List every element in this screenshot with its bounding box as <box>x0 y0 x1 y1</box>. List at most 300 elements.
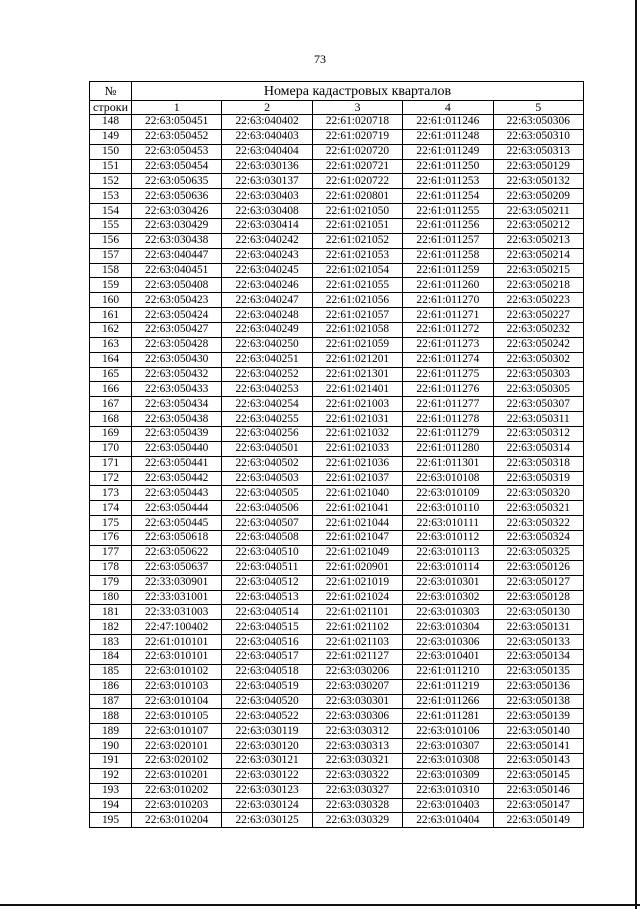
row-number-cell: 148 <box>90 115 132 130</box>
cadastral-number-cell: 22:63:050310 <box>493 129 583 144</box>
cadastral-number-cell: 22:63:040519 <box>222 679 312 694</box>
cadastral-number-cell: 22:63:050439 <box>132 427 222 442</box>
cadastral-number-cell: 22:63:030426 <box>132 204 222 219</box>
column-number-header: 2 <box>222 101 312 115</box>
cadastral-number-cell: 22:61:011275 <box>403 367 493 382</box>
cadastral-number-cell: 22:63:030328 <box>312 798 402 813</box>
cadastral-number-cell: 22:63:030408 <box>222 204 312 219</box>
row-number-cell: 184 <box>90 649 132 664</box>
cadastral-number-cell: 22:63:010111 <box>403 516 493 531</box>
cadastral-number-cell: 22:63:050325 <box>493 545 583 560</box>
cadastral-number-cell: 22:63:050134 <box>493 649 583 664</box>
cadastral-number-cell: 22:63:040249 <box>222 323 312 338</box>
row-number-cell: 164 <box>90 352 132 367</box>
cadastral-number-cell: 22:63:040447 <box>132 248 222 263</box>
table-row <box>90 189 584 204</box>
row-number-cell: 159 <box>90 278 132 293</box>
row-number-cell: 157 <box>90 248 132 263</box>
cadastral-number-cell: 22:61:011270 <box>403 293 493 308</box>
row-number-cell: 168 <box>90 412 132 427</box>
cadastral-number-cell: 22:61:011250 <box>403 159 493 174</box>
table-row <box>90 159 584 174</box>
cadastral-number-cell: 22:63:040252 <box>222 367 312 382</box>
cadastral-number-cell: 22:61:011253 <box>403 174 493 189</box>
row-number-cell: 190 <box>90 739 132 754</box>
cadastral-number-cell: 22:61:011249 <box>403 144 493 159</box>
cadastral-number-cell: 22:63:010203 <box>132 798 222 813</box>
table-row <box>90 308 584 323</box>
cadastral-number-cell: 22:63:050451 <box>132 115 222 130</box>
cadastral-number-cell: 22:63:030321 <box>312 753 402 768</box>
cadastral-number-cell: 22:61:021049 <box>312 545 402 560</box>
table-row <box>90 575 584 590</box>
cadastral-number-cell: 22:63:050324 <box>493 531 583 546</box>
row-number-cell: 193 <box>90 783 132 798</box>
cadastral-number-cell: 22:61:011273 <box>403 337 493 352</box>
cadastral-number-cell: 22:63:050452 <box>132 129 222 144</box>
cadastral-number-cell: 22:63:010106 <box>403 724 493 739</box>
cadastral-number-cell: 22:61:020801 <box>312 189 402 204</box>
table-row <box>90 367 584 382</box>
cadastral-number-cell: 22:61:011279 <box>403 427 493 442</box>
row-number-cell: 160 <box>90 293 132 308</box>
table-row <box>90 204 584 219</box>
cadastral-number-cell: 22:63:050141 <box>493 739 583 754</box>
cadastral-number-cell: 22:63:010108 <box>403 471 493 486</box>
cadastral-number-cell: 22:63:050303 <box>493 367 583 382</box>
row-number-cell: 162 <box>90 323 132 338</box>
row-number-cell: 189 <box>90 724 132 739</box>
cadastral-number-cell: 22:63:040242 <box>222 233 312 248</box>
cadastral-number-cell: 22:63:010202 <box>132 783 222 798</box>
cadastral-number-cell: 22:61:021401 <box>312 382 402 397</box>
cadastral-number-cell: 22:63:030313 <box>312 739 402 754</box>
table-row <box>90 531 584 546</box>
cadastral-number-cell: 22:61:021041 <box>312 501 402 516</box>
row-number-cell: 172 <box>90 471 132 486</box>
column-number-header: 4 <box>403 101 493 115</box>
table-row <box>90 144 584 159</box>
cadastral-number-cell: 22:63:010109 <box>403 486 493 501</box>
cadastral-number-cell: 22:61:011259 <box>403 263 493 278</box>
cadastral-number-cell: 22:61:021103 <box>312 635 402 650</box>
cadastral-number-cell: 22:63:050306 <box>493 115 583 130</box>
cadastral-number-cell: 22:63:040246 <box>222 278 312 293</box>
row-number-cell: 178 <box>90 560 132 575</box>
cadastral-number-cell: 22:61:021037 <box>312 471 402 486</box>
cadastral-number-cell: 22:63:040245 <box>222 263 312 278</box>
cadastral-number-cell: 22:63:040251 <box>222 352 312 367</box>
cadastral-number-cell: 22:61:011254 <box>403 189 493 204</box>
row-number-symbol: № <box>90 82 132 101</box>
cadastral-number-cell: 22:63:050432 <box>132 367 222 382</box>
cadastral-number-cell: 22:61:011266 <box>403 694 493 709</box>
table-row <box>90 456 584 471</box>
cadastral-number-cell: 22:63:050440 <box>132 441 222 456</box>
table-title: Номера кадастровых кварталов <box>132 82 584 101</box>
table-row <box>90 471 584 486</box>
row-number-label: строки <box>90 101 132 115</box>
column-number-header: 3 <box>312 101 402 115</box>
row-number-cell: 183 <box>90 635 132 650</box>
cadastral-number-cell: 22:61:021019 <box>312 575 402 590</box>
cadastral-number-cell: 22:63:010110 <box>403 501 493 516</box>
cadastral-number-cell: 22:63:040511 <box>222 560 312 575</box>
row-number-cell: 152 <box>90 174 132 189</box>
cadastral-number-cell: 22:63:040255 <box>222 412 312 427</box>
row-number-cell: 180 <box>90 590 132 605</box>
row-number-cell: 192 <box>90 768 132 783</box>
cadastral-number-cell: 22:63:050128 <box>493 590 583 605</box>
cadastral-number-cell: 22:61:011274 <box>403 352 493 367</box>
cadastral-number-cell: 22:61:020722 <box>312 174 402 189</box>
cadastral-number-cell: 22:63:040254 <box>222 397 312 412</box>
cadastral-number-cell: 22:61:011257 <box>403 233 493 248</box>
table-row <box>90 798 584 813</box>
cadastral-number-cell: 22:63:050423 <box>132 293 222 308</box>
cadastral-number-cell: 22:63:040451 <box>132 263 222 278</box>
row-number-cell: 191 <box>90 753 132 768</box>
cadastral-number-cell: 22:63:030327 <box>312 783 402 798</box>
cadastral-number-cell: 22:63:040256 <box>222 427 312 442</box>
cadastral-number-cell: 22:63:050130 <box>493 605 583 620</box>
cadastral-number-cell: 22:61:011271 <box>403 308 493 323</box>
cadastral-number-cell: 22:63:020102 <box>132 753 222 768</box>
scan-frame-right <box>635 0 637 909</box>
cadastral-number-cell: 22:63:050129 <box>493 159 583 174</box>
cadastral-number-cell: 22:61:011301 <box>403 456 493 471</box>
cadastral-number-cell: 22:61:021058 <box>312 323 402 338</box>
row-number-cell: 154 <box>90 204 132 219</box>
cadastral-number-cell: 22:63:010404 <box>403 813 493 828</box>
row-number-cell: 167 <box>90 397 132 412</box>
cadastral-number-cell: 22:63:040250 <box>222 337 312 352</box>
cadastral-number-cell: 22:61:011255 <box>403 204 493 219</box>
row-number-cell: 175 <box>90 516 132 531</box>
cadastral-number-cell: 22:63:040507 <box>222 516 312 531</box>
cadastral-number-cell: 22:33:031003 <box>132 605 222 620</box>
table-row <box>90 783 584 798</box>
cadastral-number-cell: 22:63:030414 <box>222 219 312 234</box>
cadastral-number-cell: 22:63:010112 <box>403 531 493 546</box>
cadastral-number-cell: 22:63:030119 <box>222 724 312 739</box>
cadastral-number-cell: 22:61:011277 <box>403 397 493 412</box>
cadastral-number-cell: 22:61:021102 <box>312 620 402 635</box>
cadastral-number-cell: 22:63:050322 <box>493 516 583 531</box>
table-row <box>90 724 584 739</box>
cadastral-number-cell: 22:63:050442 <box>132 471 222 486</box>
row-number-cell: 186 <box>90 679 132 694</box>
cadastral-number-cell: 22:63:040404 <box>222 144 312 159</box>
cadastral-number-cell: 22:33:031001 <box>132 590 222 605</box>
cadastral-number-cell: 22:61:011281 <box>403 709 493 724</box>
table-row <box>90 694 584 709</box>
table-row <box>90 441 584 456</box>
table-row <box>90 219 584 234</box>
cadastral-number-cell: 22:63:030122 <box>222 768 312 783</box>
cadastral-number-cell: 22:63:010105 <box>132 709 222 724</box>
cadastral-number-cell: 22:63:050622 <box>132 545 222 560</box>
cadastral-number-cell: 22:63:050636 <box>132 189 222 204</box>
cadastral-number-cell: 22:63:050637 <box>132 560 222 575</box>
table-row <box>90 753 584 768</box>
table-row <box>90 545 584 560</box>
cadastral-number-cell: 22:63:050212 <box>493 219 583 234</box>
table-row <box>90 605 584 620</box>
cadastral-number-cell: 22:63:040513 <box>222 590 312 605</box>
table-row <box>90 516 584 531</box>
table-row <box>90 397 584 412</box>
table-row <box>90 352 584 367</box>
cadastral-number-cell: 22:63:030120 <box>222 739 312 754</box>
cadastral-number-cell: 22:63:050147 <box>493 798 583 813</box>
cadastral-number-cell: 22:61:011256 <box>403 219 493 234</box>
cadastral-number-cell: 22:61:011248 <box>403 129 493 144</box>
cadastral-number-cell: 22:63:040402 <box>222 115 312 130</box>
cadastral-number-cell: 22:63:050127 <box>493 575 583 590</box>
cadastral-number-cell: 22:61:021031 <box>312 412 402 427</box>
column-number-header: 5 <box>493 101 583 115</box>
cadastral-number-cell: 22:63:050444 <box>132 501 222 516</box>
cadastral-number-cell: 22:61:021003 <box>312 397 402 412</box>
cadastral-number-cell: 22:63:050135 <box>493 664 583 679</box>
cadastral-number-cell: 22:63:050441 <box>132 456 222 471</box>
row-number-cell: 174 <box>90 501 132 516</box>
row-number-cell: 165 <box>90 367 132 382</box>
cadastral-number-cell: 22:61:021056 <box>312 293 402 308</box>
table-row <box>90 129 584 144</box>
cadastral-number-cell: 22:63:010102 <box>132 664 222 679</box>
cadastral-number-cell: 22:63:030137 <box>222 174 312 189</box>
cadastral-number-cell: 22:63:050445 <box>132 516 222 531</box>
cadastral-number-cell: 22:61:021301 <box>312 367 402 382</box>
row-number-cell: 163 <box>90 337 132 352</box>
cadastral-number-cell: 22:63:050218 <box>493 278 583 293</box>
cadastral-number-cell: 22:63:040512 <box>222 575 312 590</box>
cadastral-number-cell: 22:61:011280 <box>403 441 493 456</box>
cadastral-number-cell: 22:63:010302 <box>403 590 493 605</box>
cadastral-quarters-table <box>89 81 584 828</box>
cadastral-number-cell: 22:63:010204 <box>132 813 222 828</box>
cadastral-number-cell: 22:63:040247 <box>222 293 312 308</box>
cadastral-number-cell: 22:63:030306 <box>312 709 402 724</box>
cadastral-number-cell: 22:61:021036 <box>312 456 402 471</box>
cadastral-number-cell: 22:61:020720 <box>312 144 402 159</box>
cadastral-number-cell: 22:63:030312 <box>312 724 402 739</box>
cadastral-number-cell: 22:63:050428 <box>132 337 222 352</box>
cadastral-number-cell: 22:63:050434 <box>132 397 222 412</box>
cadastral-number-cell: 22:63:010301 <box>403 575 493 590</box>
table-row <box>90 501 584 516</box>
cadastral-number-cell: 22:61:021047 <box>312 531 402 546</box>
cadastral-number-cell: 22:63:050319 <box>493 471 583 486</box>
cadastral-number-cell: 22:61:020901 <box>312 560 402 575</box>
cadastral-number-cell: 22:63:030429 <box>132 219 222 234</box>
cadastral-number-cell: 22:63:010309 <box>403 768 493 783</box>
table-row <box>90 649 584 664</box>
table-row <box>90 427 584 442</box>
cadastral-number-cell: 22:61:011219 <box>403 679 493 694</box>
cadastral-number-cell: 22:63:040515 <box>222 620 312 635</box>
cadastral-number-cell: 22:61:021050 <box>312 204 402 219</box>
table-row <box>90 293 584 308</box>
cadastral-number-cell: 22:63:050408 <box>132 278 222 293</box>
cadastral-number-cell: 22:63:040516 <box>222 635 312 650</box>
cadastral-number-cell: 22:61:021044 <box>312 516 402 531</box>
cadastral-number-cell: 22:63:050443 <box>132 486 222 501</box>
cadastral-number-cell: 22:63:050618 <box>132 531 222 546</box>
table-row <box>90 590 584 605</box>
cadastral-number-cell: 22:63:050146 <box>493 783 583 798</box>
cadastral-number-cell: 22:63:050138 <box>493 694 583 709</box>
cadastral-number-cell: 22:63:050214 <box>493 248 583 263</box>
table-row <box>90 115 584 130</box>
cadastral-number-cell: 22:63:050320 <box>493 486 583 501</box>
table-row <box>90 620 584 635</box>
cadastral-number-cell: 22:63:040520 <box>222 694 312 709</box>
cadastral-number-cell: 22:63:010114 <box>403 560 493 575</box>
table-row <box>90 635 584 650</box>
cadastral-number-cell: 22:63:010201 <box>132 768 222 783</box>
cadastral-number-cell: 22:61:011276 <box>403 382 493 397</box>
cadastral-number-cell: 22:61:021201 <box>312 352 402 367</box>
table-row <box>90 679 584 694</box>
cadastral-number-cell: 22:61:021053 <box>312 248 402 263</box>
row-number-cell: 170 <box>90 441 132 456</box>
row-number-cell: 151 <box>90 159 132 174</box>
table-row <box>90 233 584 248</box>
cadastral-number-cell: 22:61:011210 <box>403 664 493 679</box>
cadastral-number-cell: 22:63:050133 <box>493 635 583 650</box>
cadastral-number-cell: 22:63:050145 <box>493 768 583 783</box>
row-number-cell: 156 <box>90 233 132 248</box>
row-number-cell: 195 <box>90 813 132 828</box>
cadastral-number-cell: 22:63:050321 <box>493 501 583 516</box>
cadastral-number-cell: 22:63:050213 <box>493 233 583 248</box>
table-row <box>90 813 584 828</box>
table-body <box>90 115 584 828</box>
page-number: 73 <box>314 52 326 66</box>
cadastral-number-cell: 22:63:050635 <box>132 174 222 189</box>
row-number-cell: 161 <box>90 308 132 323</box>
cadastral-number-cell: 22:63:050131 <box>493 620 583 635</box>
table-row <box>90 323 584 338</box>
cadastral-number-cell: 22:63:010304 <box>403 620 493 635</box>
cadastral-number-cell: 22:63:050318 <box>493 456 583 471</box>
cadastral-number-cell: 22:63:040253 <box>222 382 312 397</box>
cadastral-number-cell: 22:63:040403 <box>222 129 312 144</box>
cadastral-number-cell: 22:63:010310 <box>403 783 493 798</box>
cadastral-number-cell: 22:63:030124 <box>222 798 312 813</box>
cadastral-number-cell: 22:63:030123 <box>222 783 312 798</box>
row-number-cell: 181 <box>90 605 132 620</box>
table-row <box>90 709 584 724</box>
cadastral-number-cell: 22:63:050215 <box>493 263 583 278</box>
cadastral-number-cell: 22:63:040248 <box>222 308 312 323</box>
cadastral-number-cell: 22:61:021101 <box>312 605 402 620</box>
row-number-cell: 173 <box>90 486 132 501</box>
cadastral-number-cell: 22:63:050232 <box>493 323 583 338</box>
cadastral-number-cell: 22:63:040510 <box>222 545 312 560</box>
row-number-cell: 179 <box>90 575 132 590</box>
cadastral-number-cell: 22:63:050438 <box>132 412 222 427</box>
cadastral-number-cell: 22:63:030206 <box>312 664 402 679</box>
cadastral-number-cell: 22:63:010101 <box>132 649 222 664</box>
cadastral-number-cell: 22:63:010307 <box>403 739 493 754</box>
cadastral-number-cell: 22:61:021051 <box>312 219 402 234</box>
cadastral-number-cell: 22:63:050427 <box>132 323 222 338</box>
cadastral-number-cell: 22:63:050312 <box>493 427 583 442</box>
cadastral-number-cell: 22:63:040514 <box>222 605 312 620</box>
scan-frame-bottom <box>0 904 640 906</box>
cadastral-number-cell: 22:61:021127 <box>312 649 402 664</box>
cadastral-number-cell: 22:63:050424 <box>132 308 222 323</box>
cadastral-number-cell: 22:63:010403 <box>403 798 493 813</box>
cadastral-number-cell: 22:61:020718 <box>312 115 402 130</box>
cadastral-number-cell: 22:61:021024 <box>312 590 402 605</box>
row-number-cell: 155 <box>90 219 132 234</box>
row-number-cell: 171 <box>90 456 132 471</box>
table-row <box>90 412 584 427</box>
cadastral-number-cell: 22:63:030207 <box>312 679 402 694</box>
cadastral-number-cell: 22:63:050314 <box>493 441 583 456</box>
cadastral-number-cell: 22:63:050433 <box>132 382 222 397</box>
cadastral-number-cell: 22:63:010308 <box>403 753 493 768</box>
table-row <box>90 739 584 754</box>
table-row <box>90 337 584 352</box>
table-row <box>90 664 584 679</box>
table-row <box>90 278 584 293</box>
cadastral-number-cell: 22:63:030121 <box>222 753 312 768</box>
cadastral-number-cell: 22:61:011258 <box>403 248 493 263</box>
cadastral-number-cell: 22:63:050209 <box>493 189 583 204</box>
cadastral-number-cell: 22:63:010103 <box>132 679 222 694</box>
cadastral-number-cell: 22:63:040517 <box>222 649 312 664</box>
cadastral-number-cell: 22:63:030136 <box>222 159 312 174</box>
cadastral-number-cell: 22:47:100402 <box>132 620 222 635</box>
cadastral-number-cell: 22:63:040502 <box>222 456 312 471</box>
cadastral-number-cell: 22:61:010101 <box>132 635 222 650</box>
cadastral-number-cell: 22:61:020719 <box>312 129 402 144</box>
table-row <box>90 174 584 189</box>
cadastral-number-cell: 22:63:030329 <box>312 813 402 828</box>
table-row <box>90 263 584 278</box>
row-number-cell: 187 <box>90 694 132 709</box>
cadastral-number-cell: 22:63:050223 <box>493 293 583 308</box>
table-row <box>90 560 584 575</box>
cadastral-number-cell: 22:63:050126 <box>493 560 583 575</box>
cadastral-number-cell: 22:61:021057 <box>312 308 402 323</box>
cadastral-number-cell: 22:63:010113 <box>403 545 493 560</box>
cadastral-number-cell: 22:63:050430 <box>132 352 222 367</box>
cadastral-number-cell: 22:61:021033 <box>312 441 402 456</box>
cadastral-number-cell: 22:63:040506 <box>222 501 312 516</box>
row-number-cell: 185 <box>90 664 132 679</box>
cadastral-number-cell: 22:63:040508 <box>222 531 312 546</box>
cadastral-number-cell: 22:63:050302 <box>493 352 583 367</box>
cadastral-number-cell: 22:63:030322 <box>312 768 402 783</box>
cadastral-number-cell: 22:63:050311 <box>493 412 583 427</box>
table-row <box>90 768 584 783</box>
cadastral-number-cell: 22:61:020721 <box>312 159 402 174</box>
cadastral-number-cell: 22:63:040243 <box>222 248 312 263</box>
cadastral-number-cell: 22:63:050307 <box>493 397 583 412</box>
cadastral-number-cell: 22:61:021040 <box>312 486 402 501</box>
cadastral-number-cell: 22:63:030438 <box>132 233 222 248</box>
cadastral-number-cell: 22:63:050139 <box>493 709 583 724</box>
cadastral-number-cell: 22:61:021052 <box>312 233 402 248</box>
cadastral-number-cell: 22:33:030901 <box>132 575 222 590</box>
